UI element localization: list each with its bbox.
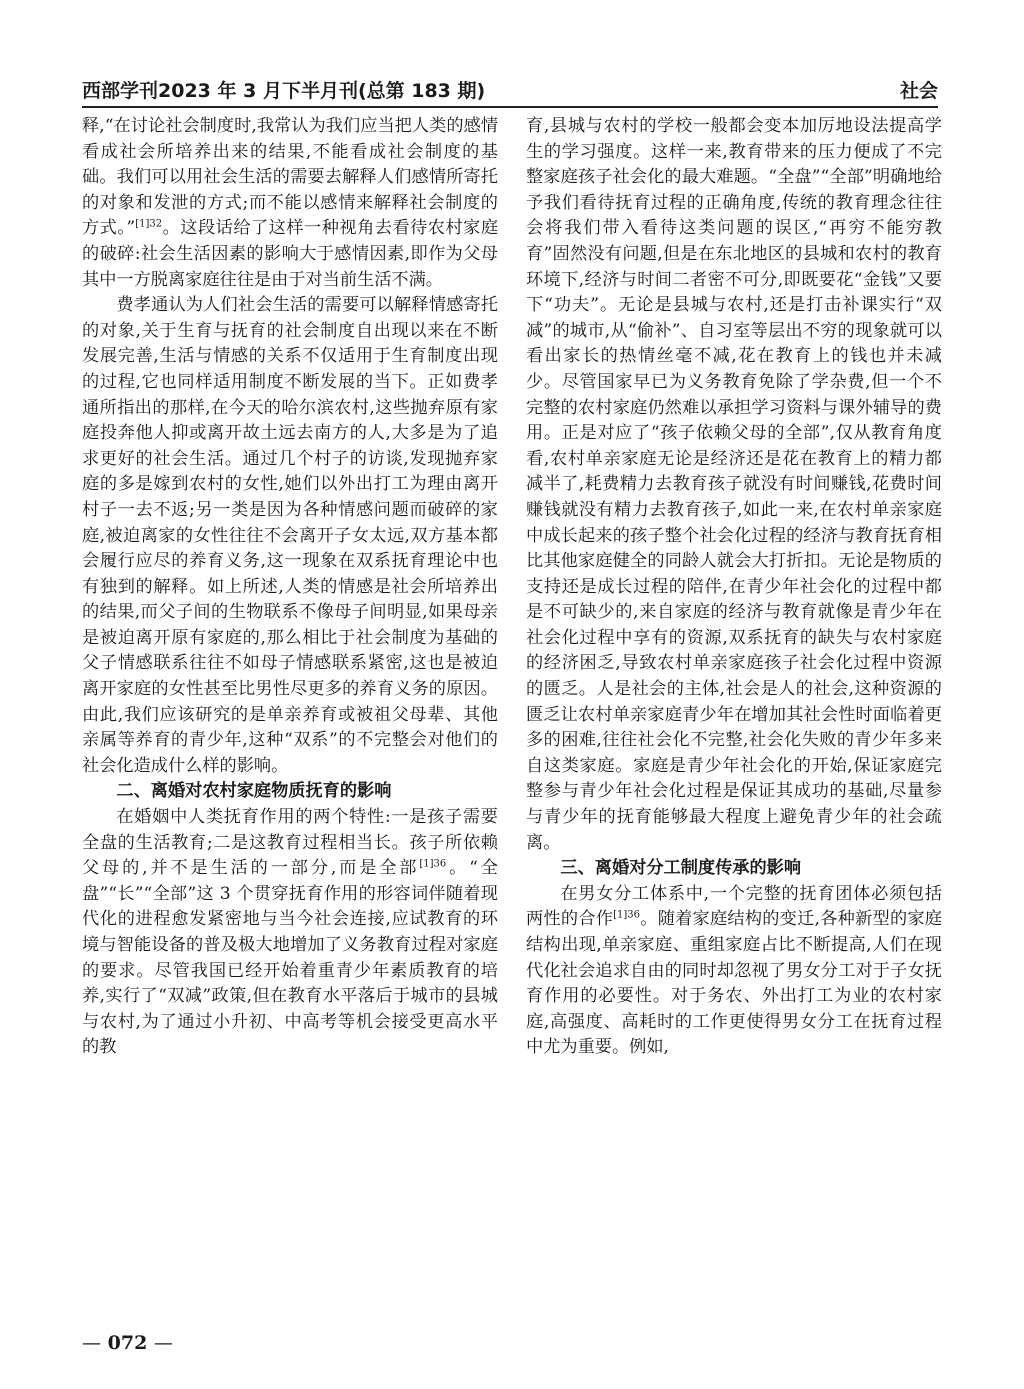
paragraph: 在婚姻中人类抚育作用的两个特性:一是孩子需要全盘的生活教育;二是这教育过程相当长。孩子所依赖父母的,并不是生活的一部分,而是全部$^{[1]36}$。“全盘”“长”“全部”这 3 个贯穿抚育作用的形容词伴随着现代化的进程愈发紧密地与当今社会连接,应试教育的环境与智能设备的普及极大地增加了义务教育过程对家庭的要求。尽管我国已经开始着重青少年素质教育的培养,实行了“双减”政策,但在教育水平落后于城市的县城与农村,为了通过小升初、中高考等机会接受更高水平的教 <box>82 807 498 1058</box>
journal-title: 西部学刊2023 年 3 月下半月刊(总第 183 期) <box>82 80 486 102</box>
paragraph: 释,“在讨论社会制度时,我常认为我们应当把人类的感情看成社会所培养出来的结果,不能看成社会制度的基础。我们可以用社会生活的需要去解释人们感情所寄托的对象和发泄的方式;而不能以感情来解释社会制度的方式。”$^{[1]32}$。这段话给了这样一种视角去看待农村家庭的破碎:社会生活因素的影响大于感情因素,即作为父母其中一方脱离家庭往往是由于对当前生活不满。 <box>82 116 498 290</box>
page-dash-right: — <box>153 1332 173 1354</box>
paragraph: 费孝通认为人们社会生活的需要可以解释情感寄托的对象,关于生育与抚育的社会制度自出现以来在不断发展完善,生活与情感的关系不仅适用于生育制度出现的过程,它也同样适用制度不断发展的当下。正如费孝通所指出的那样,在今天的哈尔滨农村,这些抛弃原有家庭投奔他人抑或离开故土远去南方的人,大多是为了追求更好的社会生活。通过几个村子的访谈,发现抛弃家庭的多是嫁到农村的女性,她们以外出打工为理由离开村子一去不返;另一类是因为各种情感问题而破碎的家庭,被迫离家的女性往往不会离开子女太远,双方基本都会履行应尽的养育义务,这一现象在双系抚育理论中也有独到的解释。如上所述,人类的情感是社会所培养出的结果,而父子间的生物联系不像母子间明显,如果母亲是被迫离开原有家庭的,那么相比于社会制度为基础的父子情感联系往往不如母子情感联系紧密,这也是被迫离开家庭的女性甚至比男性尽更多的养育义务的原因。由此,我们应该研究的是单亲养育或被祖父母辈、其他亲属等养育的青少年,这种“双系”的不完整会对他们的社会化造成什么样的影响。 <box>82 295 498 776</box>
section-heading: 三、离婚对分工制度传承的影响 <box>560 858 802 879</box>
right-column <box>526 114 942 1304</box>
section-name: 社会 <box>899 80 938 102</box>
citation: [1]32 <box>135 218 163 230</box>
page-dash-left: — <box>82 1332 101 1354</box>
page-number-value: 072 <box>107 1332 148 1354</box>
page-number <box>82 1332 173 1354</box>
running-header <box>82 74 938 108</box>
left-column <box>82 114 498 1304</box>
paragraph: 育,县城与农村的学校一般都会变本加厉地设法提高学生的学习强度。这样一来,教育带来的压力便成了不完整家庭孩子社会化的最大难题。“全盘”“全部”明确地给予我们看待抚育过程的正确角度,传统的教育理念往往会将我们带入看待这类问题的误区,“再穷不能穷教育”固然没有问题,但是在东北地区的县城和农村的教育环境下,经济与时间二者密不可分,即既要花“金钱”又要下“功夫”。无论是县城与农村,还是打击补课实行“双减”的城市,从“偷补”、自习室等层出不穷的现象就可以看出家长的热情丝毫不减,花在教育上的钱也并未减少。尽管国家早已为义务教育免除了学杂费,但一个不完整的农村家庭仍然难以承担学习资料与课外辅导的费用。正是对应了“孩子依赖父母的全部”,仅从教育角度看,农村单亲家庭无论是经济还是花在教育上的精力都减半了,耗费精力去教育孩子就没有时间赚钱,花费时间赚钱就没有精力去教育孩子,如此一来,在农村单亲家庭中成长起来的孩子整个社会化过程的经济与教育抚育相比其他家庭健全的同龄人就会大打折扣。无论是物质的支持还是成长过程的陪伴,在青少年社会化的过程中都是不可缺少的,来自家庭的经济与教育就像是青少年在社会化过程中享有的资源,双系抚育的缺失与农村家庭的经济困乏,导致农村单亲家庭孩子社会化过程中资源的匮乏。人是社会的主体,社会是人的社会,这种资源的匮乏让农村单亲家庭青少年在增加其社会性时面临着更多的困难,往往社会化不完整,社会化失败的青少年多来自这类家庭。家庭是青少年社会化的开始,保证家庭完整参与青少年社会化过程是保证其成功的基础,尽量参与青少年的抚育能够最大程度上避免青少年的社会疏离。 <box>526 116 942 853</box>
paragraph: 在男女分工体系中,一个完整的抚育团体必须包括两性的合作$^{[1]36}$。随着家庭结构的变迁,各种新型的家庭结构出现,单亲家庭、重组家庭占比不断提高,人们在现代化社会追求自由的同时却忽视了男女分工对于子女抚育作用的必要性。对于务农、外出打工为业的农村家庭,高强度、高耗时的工作更使得男女分工在抚育过程中尤为重要。例如, <box>526 883 942 1058</box>
citation: [1]36 <box>613 909 641 921</box>
citation: [1]36 <box>419 858 447 870</box>
section-heading: 二、离婚对农村家庭物质抚育的影响 <box>116 781 392 802</box>
